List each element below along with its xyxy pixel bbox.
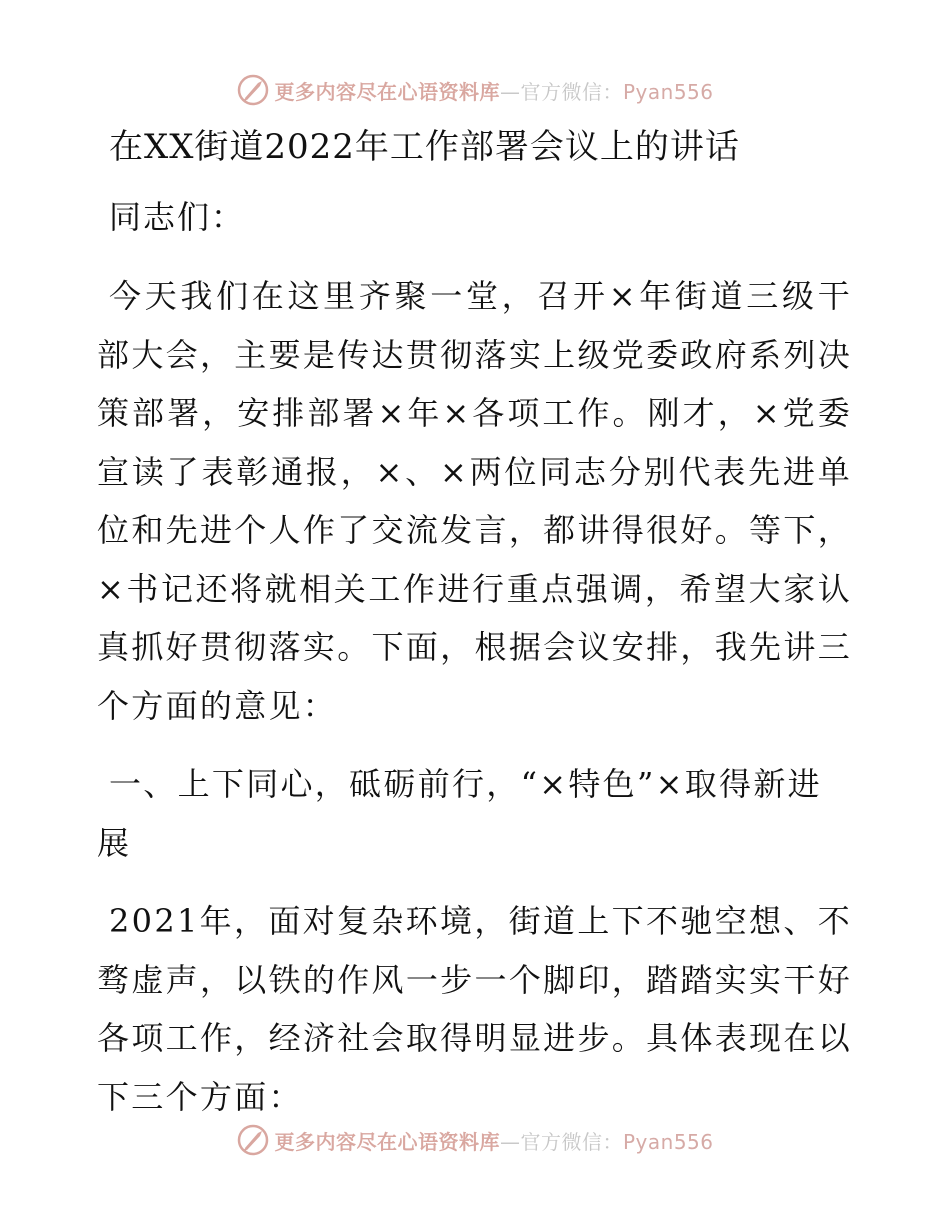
section-1-paragraph: 2021年，面对复杂环境，街道上下不驰空想、不骛虚声，以铁的作风一步一个脚印，踏踏实实干好各项工作，经济社会取得明显进步。具体表现在以下三个方面： [97, 902, 852, 1116]
quill-pen-logo-icon [236, 1123, 270, 1157]
watermark-wechat-id: Pyan556 [622, 79, 714, 104]
watermark-banner-top [0, 70, 950, 110]
document-title: 在XX街道2022年工作部署会议上的讲话 [109, 127, 740, 167]
section-1-heading: 一、上下同心，砥砺前行，“×特色”×取得新进展 [97, 765, 822, 862]
intro-paragraph: 今天我们在这里齐聚一堂，召开×年街道三级干部大会，主要是传达贯彻落实上级党委政府系列决策部署，安排部署×年×各项工作。刚才，×党委宣读了表彰通报，×、×两位同志分别代表先进单位和先进个人作了交流发言，都讲得很好。等下，×书记还将就相关工作进行重点强调，希望大家认真抓好贯彻落实。下面，根据会议安排，我先讲三个方面的意见： [97, 277, 852, 725]
watermark-site-name: 更多内容尽在心语资料库 [274, 1129, 500, 1154]
watermark-wechat-id: Pyan556 [622, 1129, 714, 1154]
document-body [97, 122, 852, 1146]
watermark-text [274, 76, 713, 105]
watermark-text [274, 1126, 713, 1155]
watermark-banner-bottom [0, 1120, 950, 1160]
watermark-dash: — [499, 1129, 521, 1154]
watermark-wechat-label: 官方微信： [520, 79, 623, 104]
watermark-dash: — [499, 79, 521, 104]
quill-pen-logo-icon [236, 73, 270, 107]
watermark-site-name: 更多内容尽在心语资料库 [274, 79, 500, 104]
watermark-wechat-label: 官方微信： [520, 1129, 623, 1154]
document-greeting: 同志们： [109, 198, 246, 236]
